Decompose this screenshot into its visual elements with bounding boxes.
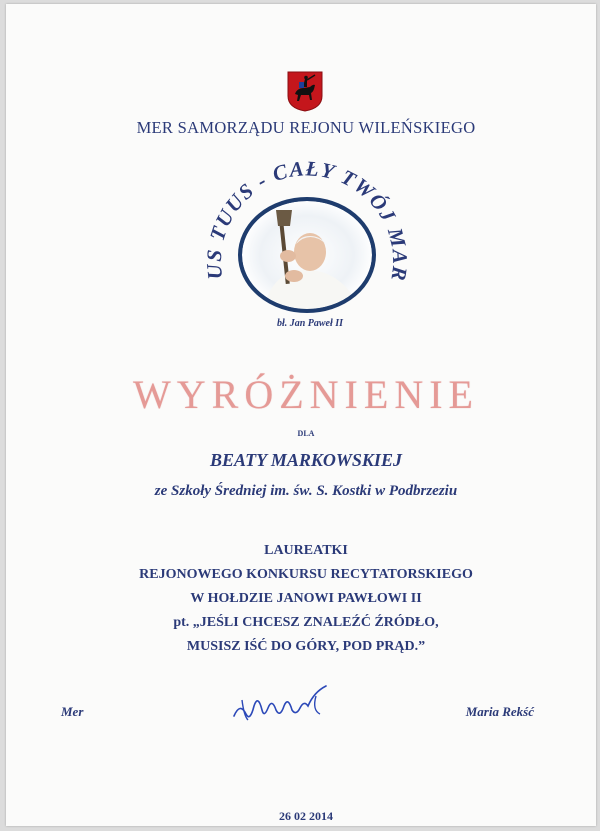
certificate-sheet <box>6 4 596 826</box>
signer-name: Maria Rekść <box>465 704 534 719</box>
description-line: pt. „JEŚLI CHCESZ ZNALEŹĆ ŹRÓDŁO, <box>173 615 439 630</box>
award-title: WYRÓŻNIENIE <box>133 372 479 417</box>
portrait-pope-john-paul-ii <box>240 199 374 312</box>
coat-of-arms-icon <box>286 70 324 112</box>
mayor-title: MER SAMORZĄDU REJONU WILEŃSKIEGO <box>136 118 476 137</box>
issue-date: 26 02 2014 <box>279 809 333 823</box>
signer-role: Mer <box>61 704 84 719</box>
description-line: REJONOWEGO KONKURSU RECYTATORSKIEGO <box>139 567 473 582</box>
motto-text: US TUUS - CAŁY TWÓJ MAR <box>202 156 412 284</box>
description-line: MUSISZ IŚĆ DO GÓRY, POD PRĄD.” <box>186 639 426 654</box>
for-label: DLA <box>297 429 315 438</box>
recipient-name: BEATY MARKOWSKIEJ <box>210 450 402 470</box>
pope-caption: bł. Jan Paweł II <box>276 318 344 329</box>
medallion <box>202 152 412 340</box>
recipient-school: ze Szkoły Średniej im. św. S. Kostki w Podbrzeziu <box>154 483 458 499</box>
handwritten-signature-icon <box>228 680 338 728</box>
award-description <box>6 539 600 659</box>
description-line: LAUREATKI <box>264 543 348 558</box>
description-line: W HOŁDZIE JANOWI PAWŁOWI II <box>190 591 422 606</box>
